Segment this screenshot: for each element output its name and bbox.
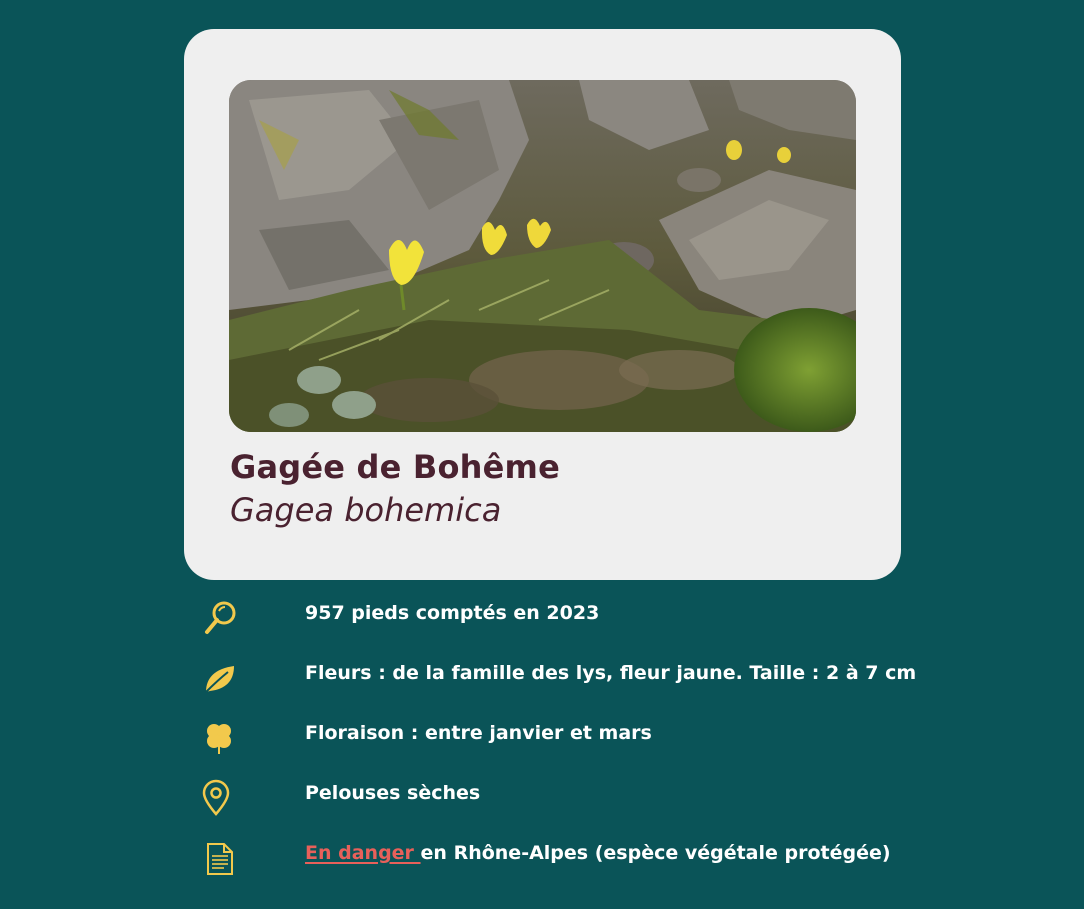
- fact-status-rest: en Rhône-Alpes (espèce végétale protégée): [420, 842, 891, 864]
- species-card: [184, 29, 901, 580]
- fact-habitat-text: Pelouses sèches: [305, 782, 481, 804]
- species-photo: [229, 80, 856, 432]
- fact-habitat: [200, 772, 1060, 832]
- location-pin-icon: [200, 778, 240, 818]
- en-danger-link[interactable]: En danger: [305, 842, 421, 864]
- document-icon: [200, 838, 240, 878]
- fact-flowering-text: Floraison : entre janvier et mars: [305, 722, 652, 744]
- common-name: Gagée de Bohême: [230, 448, 560, 486]
- species-facts-list: [200, 592, 1060, 892]
- fact-count: [200, 592, 1060, 652]
- fact-status: [200, 832, 1060, 892]
- fact-status-text: [305, 842, 891, 864]
- leaf-icon: [200, 658, 240, 698]
- fact-flowers-text: Fleurs : de la famille des lys, fleur jaune. Taille : 2 à 7 cm: [305, 662, 917, 684]
- fact-flowering: [200, 712, 1060, 772]
- fact-flowers: [200, 652, 1060, 712]
- clover-icon: [200, 718, 240, 758]
- latin-name: Gagea bohemica: [230, 491, 502, 529]
- fact-count-text: 957 pieds comptés en 2023: [305, 602, 600, 624]
- photo-illustration: [229, 80, 856, 432]
- magnifier-icon: [200, 598, 240, 638]
